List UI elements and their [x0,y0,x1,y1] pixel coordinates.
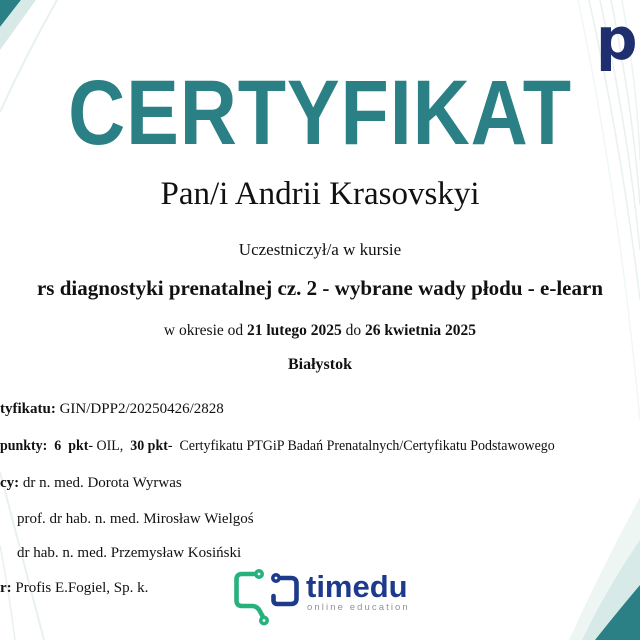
recipient-name: Pan/i Andrii Krasovskyi [160,176,480,212]
course-title: rs diagnostyki prenatalnej cz. 2 - wybrane wady płodu - e-learn [36,276,604,300]
lecturer-name-second: prof. dr hab. n. med. Mirosław Wielgoś [17,511,254,527]
organizer-row [0,579,148,599]
timedu-logo-icon [231,566,303,628]
top-left-mint-band [0,0,36,50]
period-infix: do [341,322,365,339]
timedu-logo-wordmark: timedu [306,569,408,604]
certificate-number-row [0,400,224,420]
lecturers-label: cy: [0,475,20,491]
partner-logo-letter: p [596,5,638,73]
organizer-label: r: [0,580,12,596]
lecturer-row-second [17,510,254,530]
lecturer-row-first [0,474,182,494]
bottom-right-mint-band [582,540,640,640]
organizer-value: Profis E.Fogiel, Sp. k. [11,580,149,596]
lecturer-name-first: dr n. med. Dorota Wyrwas [19,475,182,491]
points-ptgip-value: 30 pkt [130,438,168,454]
period-prefix: w okresie od [163,322,247,339]
points-row [0,437,555,457]
period-start-date: 21 lutego 2025 [247,322,342,339]
bottom-right-pale-band [569,497,640,640]
lecturer-row-third [17,544,241,564]
points-ptgip-text: - Certyfikatu PTGiP Badań Prenatalnych/Certyfikatu Podstawowego [167,438,555,454]
points-label: punkty: 6 pkt [0,438,89,454]
points-oil-text: - OIL, [88,438,131,454]
certificate-number-label: tyfikatu: [0,401,56,417]
certificate-number-value: GIN/DPP2/20250426/2828 [55,401,224,417]
top-left-teal-triangle [0,0,21,27]
course-city: Białystok [287,356,352,373]
timedu-logo-tagline: online education [307,602,410,613]
lecturer-name-third: dr hab. n. med. Przemysław Kosiński [17,545,242,561]
course-period [0,322,640,340]
certificate-title: CERTYFIKAT [68,62,572,164]
period-end-date: 26 kwietnia 2025 [364,322,477,339]
participation-text: Uczestniczył/a w kursie [238,240,402,259]
bottom-right-teal-triangle [595,585,640,640]
